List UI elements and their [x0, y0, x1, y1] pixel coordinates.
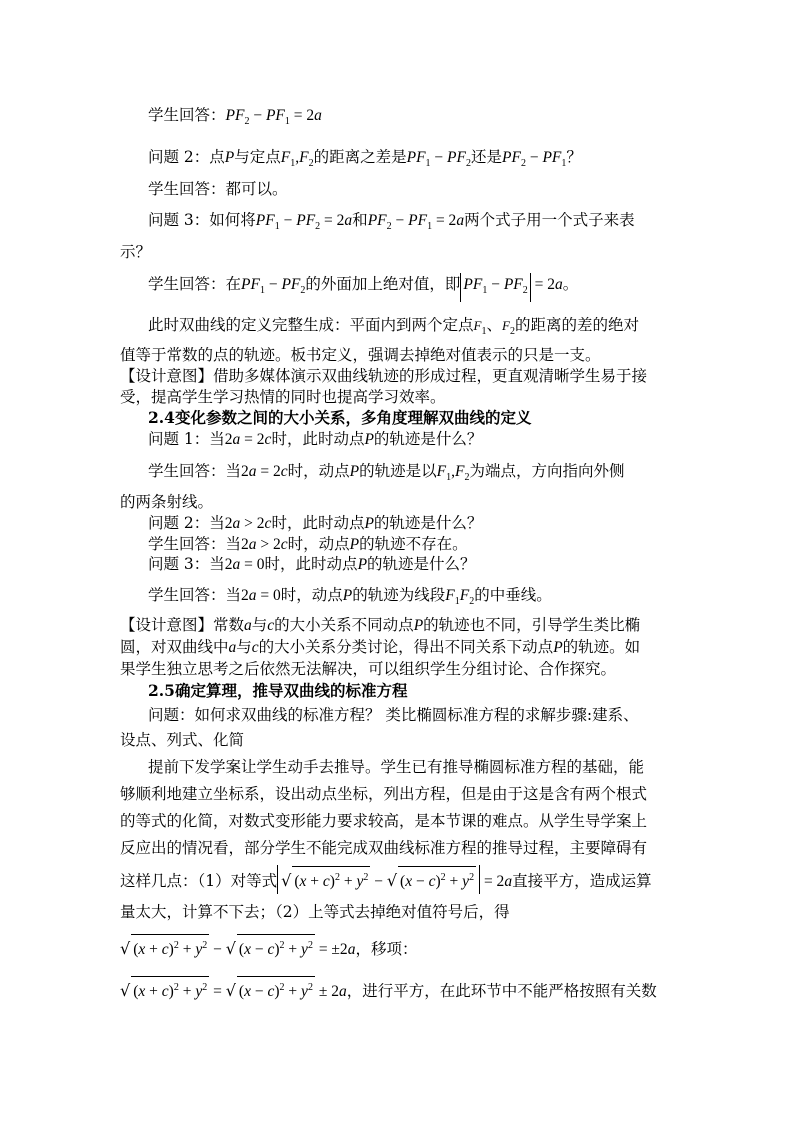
paragraph-line-4: 够顺利地建立坐标系，设出动点坐标，列出方程，但是由于这是含有两个根式 — [120, 785, 648, 803]
paragraph-line-9: √ $(x + c)^2 + y^2$ − √ $(x - c)^2 + y^2 = \pm 2a$，移项： — [120, 934, 417, 961]
design-intent-2-line-1: 【设计意图】常数a与c的大小关系不同动点P的轨迹也不同，引导学生类比椭 — [120, 616, 641, 634]
section-heading-2-4: 2.4变化参数之间的大小关系，多角度理解双曲线的定义 — [148, 408, 532, 427]
design-intent-2-line-2: 圆，对双曲线中a与c的大小关系分类讨论，得出不同关系下动点P的轨迹。如 — [120, 638, 641, 656]
student-answer-2: 学生回答：都可以。 — [148, 180, 288, 198]
paragraph-line-7: 这样几点：（1）对等式 √ $(x + c)^2 + y^2$ − √ $(x - c)^2 + y^2 = 2a$直接平方，造成运算 — [120, 865, 652, 894]
paragraph-line-1: 问题：如何求双曲线的标准方程？ 类比椭圆标准方程的求解步骤:建系、 — [148, 706, 639, 724]
question-2: 问题 2：点P与定点$F_1,F_2$的距离之差是$PF_1 - PF_2$还是$PF_2 - PF_1$？ — [148, 148, 582, 170]
paragraph-line-8: 量太大，计算不下去；（2）上等式去掉绝对值符号后，得 — [120, 903, 510, 921]
paragraph-line-10: √ $(x + c)^2 + y^2$ = √ $(x - c)^2 + y^2 \pm 2a$，进行平方，在此环节中不能严格按照有关数 — [120, 976, 657, 1003]
paragraph-line-5: 的等式的化简，对数式变形能力要求较高，是本节课的难点。从学生导学案上 — [120, 812, 648, 830]
paragraph-line-2: 设点、列式、化简 — [120, 731, 245, 749]
definition-line-1: 此时双曲线的定义完整生成：平面内到两个定点$F_1$、$F_2$的距离的差的绝对 — [148, 316, 639, 338]
student-answer-1: 学生回答：$PF_2 - PF_1 = 2a$ — [148, 106, 322, 128]
section-heading-2-5: 2.5确定算理，推导双曲线的标准方程 — [148, 681, 408, 700]
question-3: 问题 3：如何将$PF_1 - PF_2 = 2a$和$PF_2 - PF_1 = 2a$两个式子用一个式子来表 — [148, 211, 635, 233]
paragraph-line-3: 提前下发学案让学生动手去推导。学生已有推导椭圆标准方程的基础，能 — [148, 758, 645, 776]
answer-1-b: 学生回答：当2a = 2c时，动点P的轨迹是以$F_1,F_2$为端点，方向指向外侧 — [148, 462, 625, 484]
answer-2-b: 学生回答：当2a > 2c时，动点P的轨迹不存在。 — [148, 535, 468, 553]
paragraph-line-6: 反应出的情况看，部分学生不能完成双曲线标准方程的推导过程，主要障碍有 — [120, 839, 648, 857]
question-3-cont: 示？ — [120, 243, 152, 261]
answer-1-b-cont: 的两条射线。 — [120, 493, 214, 511]
design-intent-1-line-1: 【设计意图】借助多媒体演示双曲线轨迹的形成过程，更直观清晰学生易于接 — [120, 367, 648, 385]
question-1-b: 问题 1：当2a = 2c时，此时动点P的轨迹是什么？ — [148, 430, 483, 448]
student-answer-3: 学生回答：在$PF_1 - PF_2$的外面加上绝对值，即 $PF_1 - PF_2 = 2a$。 — [148, 273, 578, 302]
answer-3-b: 学生回答：当2a = 0时，动点P的轨迹为线段$F_1F_2$的中垂线。 — [148, 586, 552, 608]
definition-line-2: 值等于常数的点的轨迹。板书定义，强调去掉绝对值表示的只是一支。 — [120, 346, 601, 364]
design-intent-1-line-2: 受，提高学生学习热情的同时也提高学习效率。 — [120, 388, 446, 406]
question-3-b: 问题 3：当2a = 0时，此时动点P的轨迹是什么？ — [148, 555, 476, 573]
design-intent-2-line-3: 果学生独立思考之后依然无法解决，可以组织学生分组讨论、合作探究。 — [120, 660, 617, 678]
question-2-b: 问题 2：当2a > 2c时，此时动点P的轨迹是什么？ — [148, 514, 483, 532]
